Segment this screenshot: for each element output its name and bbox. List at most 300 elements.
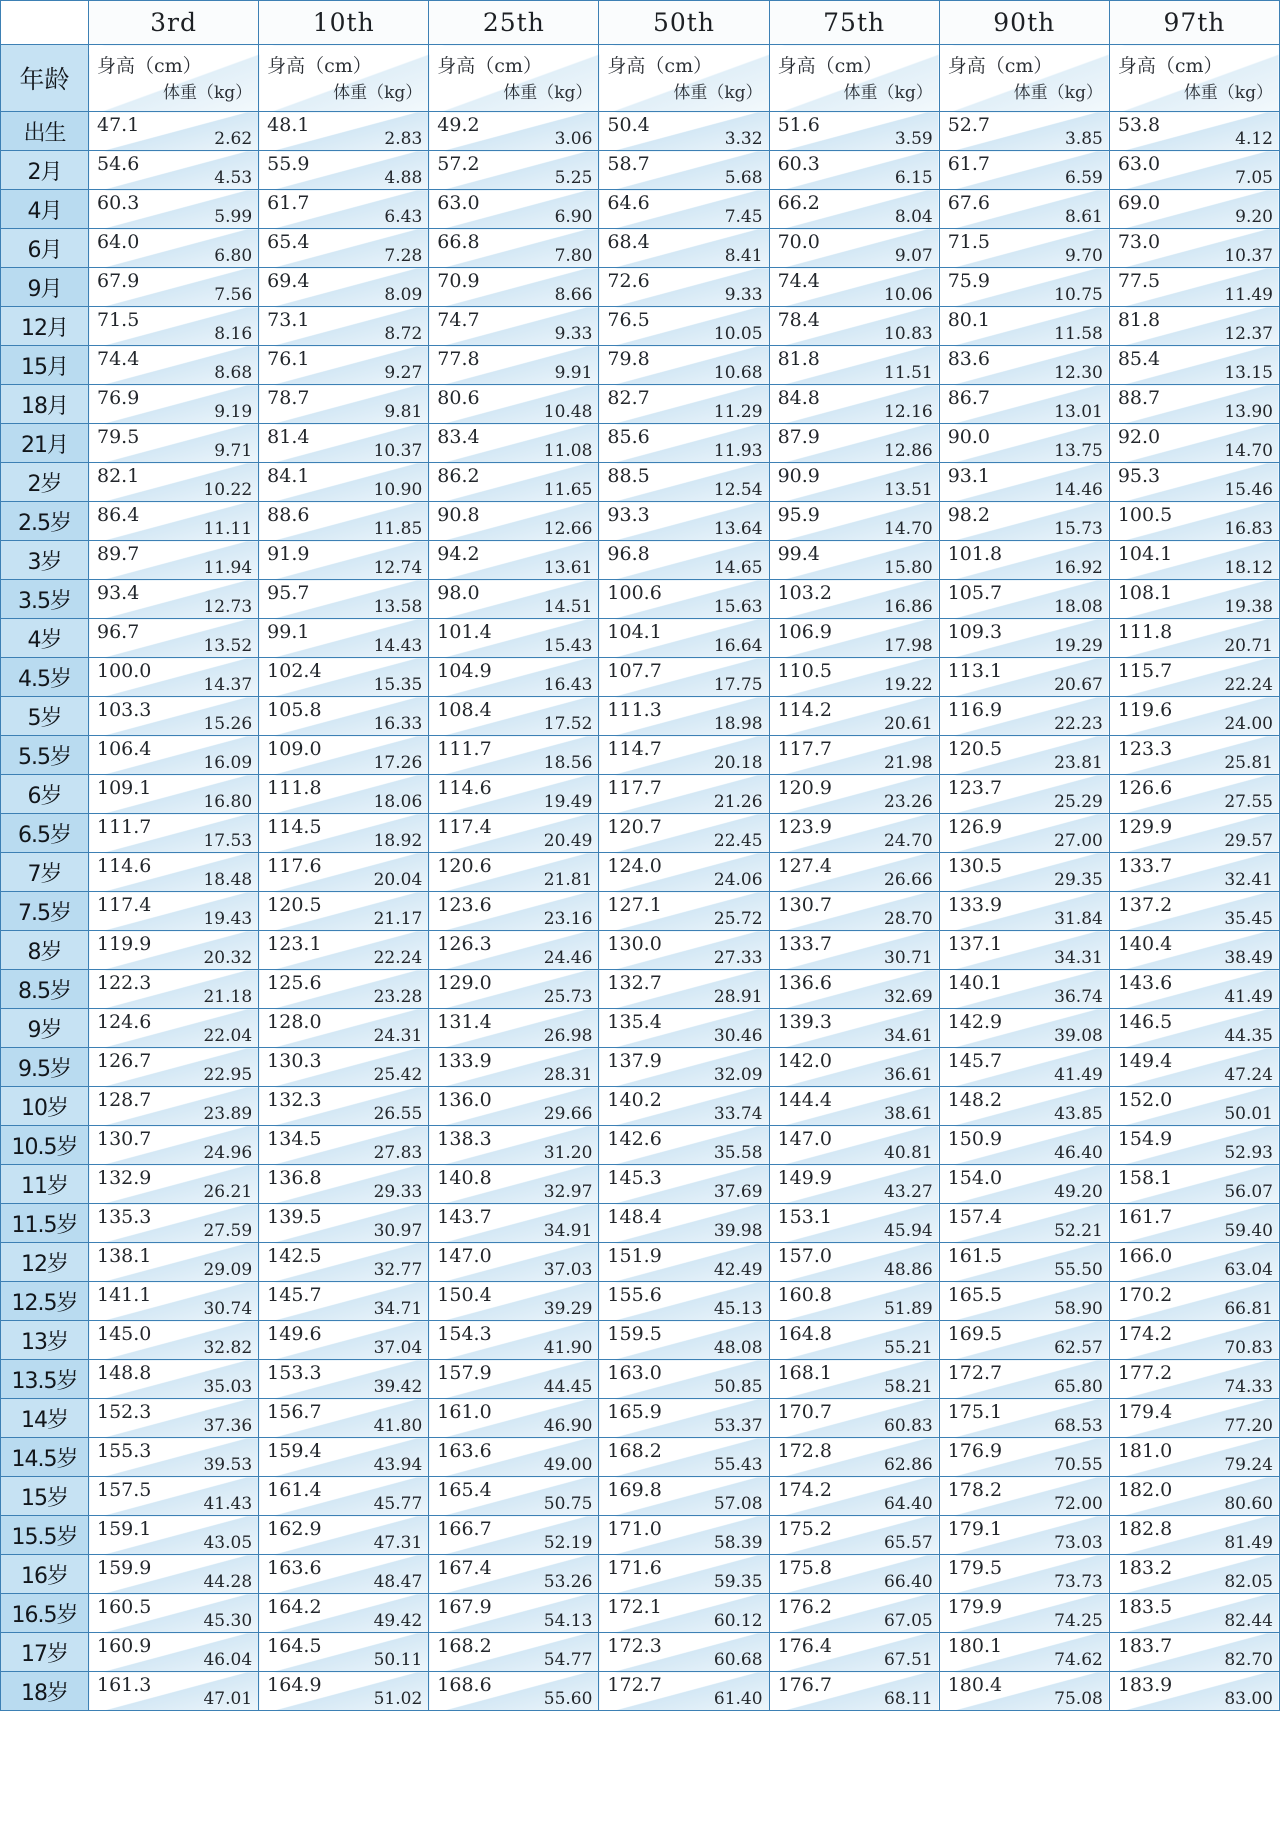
measurement-cell	[599, 346, 769, 385]
height-value: 135.4	[607, 1011, 662, 1033]
table-row	[1, 1399, 1280, 1438]
weight-value: 33.74	[713, 1104, 763, 1124]
weight-value: 7.05	[1235, 168, 1273, 188]
weight-value: 10.37	[373, 441, 423, 461]
height-value: 136.0	[437, 1089, 492, 1111]
weight-value: 13.64	[713, 519, 763, 539]
measurement-cell	[429, 151, 599, 190]
weight-value: 43.27	[884, 1182, 933, 1202]
table-body	[1, 112, 1280, 1711]
height-value: 73.1	[267, 309, 310, 331]
measurement-cell	[769, 1282, 939, 1321]
measurement-cell	[259, 1126, 429, 1165]
weight-value: 32.77	[373, 1260, 423, 1280]
height-value: 127.1	[607, 894, 662, 916]
height-value: 157.5	[97, 1479, 152, 1501]
weight-value: 21.17	[373, 909, 423, 929]
measurement-cell	[89, 580, 259, 619]
height-value: 165.5	[947, 1284, 1003, 1306]
height-value: 114.6	[97, 855, 152, 877]
height-value: 155.3	[97, 1440, 152, 1462]
height-value: 155.6	[607, 1284, 662, 1306]
weight-value: 6.90	[554, 207, 593, 227]
height-value: 163.6	[437, 1440, 492, 1462]
height-value: 89.7	[97, 543, 140, 565]
height-value: 109.1	[97, 777, 152, 799]
measurement-cell	[1109, 424, 1279, 463]
weight-value: 4.12	[1235, 129, 1273, 149]
measurement-cell	[429, 775, 599, 814]
weight-value: 8.66	[554, 285, 593, 305]
weight-value: 8.61	[1064, 207, 1103, 227]
height-value: 168.2	[437, 1635, 492, 1657]
measurement-cell	[769, 1321, 939, 1360]
percentile-header: 75th	[769, 1, 939, 45]
weight-value: 13.01	[1054, 402, 1103, 422]
weight-value: 45.30	[203, 1611, 253, 1631]
height-value: 152.3	[97, 1401, 152, 1423]
measurement-cell	[599, 463, 769, 502]
measurement-cell	[599, 424, 769, 463]
height-value: 171.6	[607, 1557, 662, 1579]
height-value: 55.9	[267, 153, 310, 175]
height-value: 149.6	[267, 1323, 322, 1345]
weight-value: 30.71	[884, 948, 933, 968]
weight-value: 19.43	[203, 909, 253, 929]
measurement-cell	[429, 1204, 599, 1243]
weight-value: 14.37	[203, 675, 253, 695]
weight-value: 51.89	[884, 1299, 933, 1319]
height-value: 76.5	[607, 309, 650, 331]
measurement-cell	[769, 1672, 939, 1711]
table-row	[1, 268, 1280, 307]
height-value: 49.2	[437, 114, 480, 136]
weight-value: 47.01	[203, 1689, 253, 1709]
measurement-cell	[599, 1009, 769, 1048]
height-value: 157.0	[777, 1245, 832, 1267]
measurement-cell	[259, 1516, 429, 1555]
height-value: 81.4	[267, 426, 310, 448]
measurement-cell	[1109, 1555, 1279, 1594]
height-value: 88.5	[607, 465, 650, 487]
measurement-cell	[429, 1360, 599, 1399]
weight-value: 48.47	[373, 1572, 423, 1592]
weight-value: 18.48	[203, 870, 253, 890]
table-row	[1, 619, 1280, 658]
measurement-cell	[939, 1126, 1109, 1165]
height-value: 177.2	[1117, 1362, 1173, 1384]
height-value: 109.3	[947, 621, 1003, 643]
table-row	[1, 229, 1280, 268]
weight-unit-label: 体重（kg）	[1013, 83, 1103, 103]
weight-value: 32.41	[1224, 870, 1273, 890]
height-value: 117.7	[777, 738, 832, 760]
weight-value: 5.25	[554, 168, 593, 188]
height-value: 154.3	[437, 1323, 492, 1345]
percentile-header-row	[1, 1, 1280, 45]
height-value: 52.7	[947, 114, 991, 136]
weight-value: 59.40	[1224, 1221, 1273, 1241]
measurement-cell	[429, 658, 599, 697]
measurement-cell	[429, 892, 599, 931]
measurement-cell	[769, 1165, 939, 1204]
weight-value: 20.61	[884, 714, 933, 734]
height-value: 163.0	[607, 1362, 662, 1384]
height-value: 127.4	[777, 855, 832, 877]
measurement-cell	[429, 424, 599, 463]
measurement-cell	[599, 151, 769, 190]
weight-value: 46.04	[203, 1650, 253, 1670]
measurement-cell	[89, 307, 259, 346]
height-value: 100.0	[97, 660, 152, 682]
age-label: 15.5岁	[1, 1516, 89, 1555]
measurement-cell	[769, 1594, 939, 1633]
measurement-cell	[259, 697, 429, 736]
measurement-cell	[939, 1087, 1109, 1126]
measurement-cell	[259, 619, 429, 658]
height-value: 108.1	[1117, 582, 1173, 604]
height-value: 133.7	[1117, 855, 1173, 877]
height-value: 142.5	[267, 1245, 322, 1267]
measurement-cell	[769, 892, 939, 931]
weight-value: 10.06	[884, 285, 933, 305]
height-value: 166.0	[1117, 1245, 1173, 1267]
weight-value: 13.52	[203, 636, 253, 656]
measurement-cell	[429, 1009, 599, 1048]
weight-value: 13.75	[1054, 441, 1103, 461]
height-value: 69.0	[1117, 192, 1161, 214]
weight-value: 4.88	[384, 168, 423, 188]
measurement-cell	[89, 151, 259, 190]
height-value: 138.1	[97, 1245, 152, 1267]
weight-value: 26.66	[884, 870, 933, 890]
measurement-cell	[769, 1204, 939, 1243]
weight-value: 24.31	[373, 1026, 423, 1046]
height-value: 72.6	[607, 270, 650, 292]
measurement-cell	[599, 1633, 769, 1672]
age-label: 21月	[1, 424, 89, 463]
age-label: 9岁	[1, 1009, 89, 1048]
weight-value: 29.35	[1054, 870, 1103, 890]
measurement-cell	[259, 112, 429, 151]
measurement-cell	[429, 1321, 599, 1360]
height-value: 176.4	[777, 1635, 832, 1657]
measurement-cell	[259, 931, 429, 970]
measurement-cell	[259, 229, 429, 268]
unit-header-cell	[939, 45, 1109, 112]
height-value: 115.7	[1117, 660, 1173, 682]
weight-value: 37.03	[543, 1260, 593, 1280]
weight-value: 16.86	[884, 597, 933, 617]
measurement-cell	[939, 1360, 1109, 1399]
height-value: 183.9	[1117, 1674, 1173, 1696]
height-value: 96.8	[607, 543, 650, 565]
measurement-cell	[259, 1087, 429, 1126]
weight-value: 72.00	[1054, 1494, 1103, 1514]
measurement-cell	[939, 1009, 1109, 1048]
weight-value: 8.16	[214, 324, 253, 344]
weight-value: 7.80	[554, 246, 593, 266]
height-value: 111.3	[607, 699, 662, 721]
weight-value: 25.73	[543, 987, 593, 1007]
height-value: 166.7	[437, 1518, 492, 1540]
measurement-cell	[1109, 1516, 1279, 1555]
height-value: 53.8	[1117, 114, 1161, 136]
weight-value: 4.53	[214, 168, 253, 188]
height-value: 130.0	[607, 933, 662, 955]
age-label: 2岁	[1, 463, 89, 502]
measurement-cell	[939, 892, 1109, 931]
age-label: 16.5岁	[1, 1594, 89, 1633]
measurement-cell	[89, 736, 259, 775]
height-value: 86.4	[97, 504, 140, 526]
table-row	[1, 1165, 1280, 1204]
height-value: 123.3	[1117, 738, 1173, 760]
height-value: 139.5	[267, 1206, 322, 1228]
height-value: 92.0	[1117, 426, 1161, 448]
height-value: 134.5	[267, 1128, 322, 1150]
measurement-cell	[939, 697, 1109, 736]
table-row	[1, 1243, 1280, 1282]
measurement-cell	[939, 346, 1109, 385]
height-value: 174.2	[1117, 1323, 1173, 1345]
weight-value: 34.71	[373, 1299, 423, 1319]
weight-value: 27.33	[713, 948, 763, 968]
height-value: 80.6	[437, 387, 480, 409]
weight-value: 30.74	[203, 1299, 253, 1319]
weight-value: 23.16	[543, 909, 593, 929]
height-value: 78.4	[777, 309, 820, 331]
age-label: 12.5岁	[1, 1282, 89, 1321]
measurement-cell	[599, 541, 769, 580]
weight-value: 74.62	[1054, 1650, 1103, 1670]
weight-value: 32.69	[884, 987, 933, 1007]
weight-value: 8.04	[894, 207, 933, 227]
height-value: 111.7	[437, 738, 492, 760]
age-label: 13.5岁	[1, 1360, 89, 1399]
measurement-cell	[259, 307, 429, 346]
height-value: 175.1	[947, 1401, 1003, 1423]
measurement-cell	[429, 1555, 599, 1594]
weight-value: 10.68	[713, 363, 763, 383]
measurement-cell	[429, 853, 599, 892]
age-label: 16岁	[1, 1555, 89, 1594]
measurement-cell	[89, 892, 259, 931]
measurement-cell	[1109, 1399, 1279, 1438]
weight-value: 55.43	[713, 1455, 763, 1475]
measurement-cell	[259, 658, 429, 697]
measurement-cell	[429, 307, 599, 346]
measurement-cell	[429, 1399, 599, 1438]
measurement-cell	[89, 931, 259, 970]
height-value: 165.4	[437, 1479, 492, 1501]
weight-value: 58.21	[884, 1377, 933, 1397]
measurement-cell	[769, 151, 939, 190]
height-value: 125.6	[267, 972, 322, 994]
weight-value: 3.59	[894, 129, 933, 149]
table-row	[1, 190, 1280, 229]
measurement-cell	[1109, 151, 1279, 190]
measurement-cell	[939, 190, 1109, 229]
unit-header-row	[1, 45, 1280, 112]
table-row	[1, 931, 1280, 970]
height-value: 163.6	[267, 1557, 322, 1579]
weight-value: 14.46	[1054, 480, 1103, 500]
measurement-cell	[89, 463, 259, 502]
weight-value: 53.26	[543, 1572, 593, 1592]
height-value: 159.1	[97, 1518, 152, 1540]
weight-unit-label: 体重（kg）	[843, 83, 933, 103]
height-value: 79.5	[97, 426, 140, 448]
weight-value: 10.90	[373, 480, 423, 500]
measurement-cell	[1109, 541, 1279, 580]
height-value: 113.1	[947, 660, 1003, 682]
height-value: 161.4	[267, 1479, 322, 1501]
measurement-cell	[599, 853, 769, 892]
age-label: 17岁	[1, 1633, 89, 1672]
weight-value: 18.12	[1224, 558, 1273, 578]
weight-value: 12.66	[543, 519, 593, 539]
height-value: 171.0	[607, 1518, 662, 1540]
height-value: 98.2	[947, 504, 991, 526]
measurement-cell	[259, 1282, 429, 1321]
age-label: 18岁	[1, 1672, 89, 1711]
height-value: 150.4	[437, 1284, 492, 1306]
age-label: 9月	[1, 268, 89, 307]
weight-value: 9.07	[894, 246, 933, 266]
height-value: 170.2	[1117, 1284, 1173, 1306]
measurement-cell	[939, 1672, 1109, 1711]
measurement-cell	[599, 268, 769, 307]
measurement-cell	[939, 853, 1109, 892]
weight-value: 13.51	[884, 480, 933, 500]
weight-value: 12.16	[884, 402, 933, 422]
measurement-cell	[89, 1594, 259, 1633]
height-value: 159.5	[607, 1323, 662, 1345]
height-value: 85.6	[607, 426, 650, 448]
height-value: 122.3	[97, 972, 152, 994]
measurement-cell	[1109, 229, 1279, 268]
measurement-cell	[259, 346, 429, 385]
weight-value: 64.40	[884, 1494, 933, 1514]
height-value: 176.2	[777, 1596, 832, 1618]
measurement-cell	[599, 502, 769, 541]
measurement-cell	[259, 502, 429, 541]
weight-value: 35.45	[1224, 909, 1273, 929]
height-value: 183.7	[1117, 1635, 1173, 1657]
height-value: 140.2	[607, 1089, 662, 1111]
height-value: 86.7	[947, 387, 991, 409]
height-value: 126.3	[437, 933, 492, 955]
weight-unit-label: 体重（kg）	[673, 83, 763, 103]
height-value: 142.0	[777, 1050, 832, 1072]
measurement-cell	[259, 1204, 429, 1243]
height-value: 181.0	[1117, 1440, 1173, 1462]
weight-value: 23.26	[884, 792, 933, 812]
measurement-cell	[429, 580, 599, 619]
measurement-cell	[429, 1048, 599, 1087]
measurement-cell	[939, 463, 1109, 502]
height-value: 88.7	[1117, 387, 1161, 409]
measurement-cell	[599, 814, 769, 853]
measurement-cell	[89, 1282, 259, 1321]
height-value: 74.4	[97, 348, 140, 370]
height-value: 172.7	[607, 1674, 662, 1696]
measurement-cell	[89, 190, 259, 229]
weight-value: 29.33	[373, 1182, 423, 1202]
measurement-cell	[1109, 1243, 1279, 1282]
measurement-cell	[89, 268, 259, 307]
height-value: 88.6	[267, 504, 310, 526]
weight-value: 14.43	[373, 636, 423, 656]
height-value: 117.6	[267, 855, 322, 877]
height-value: 161.3	[97, 1674, 152, 1696]
measurement-cell	[769, 736, 939, 775]
height-value: 140.8	[437, 1167, 492, 1189]
height-value: 117.4	[437, 816, 492, 838]
height-value: 80.1	[947, 309, 991, 331]
weight-value: 74.25	[1054, 1611, 1103, 1631]
measurement-cell	[429, 112, 599, 151]
height-value: 70.0	[777, 231, 820, 253]
height-value: 114.7	[607, 738, 662, 760]
height-value: 87.9	[777, 426, 820, 448]
height-value: 93.1	[947, 465, 991, 487]
height-value: 126.6	[1117, 777, 1173, 799]
height-value: 160.5	[97, 1596, 152, 1618]
measurement-cell	[1109, 697, 1279, 736]
weight-value: 19.29	[1054, 636, 1103, 656]
age-label: 4岁	[1, 619, 89, 658]
measurement-cell	[769, 697, 939, 736]
measurement-cell	[599, 1087, 769, 1126]
measurement-cell	[599, 1165, 769, 1204]
measurement-cell	[769, 814, 939, 853]
weight-value: 49.20	[1054, 1182, 1103, 1202]
weight-value: 21.26	[713, 792, 763, 812]
weight-value: 31.84	[1054, 909, 1103, 929]
measurement-cell	[429, 1672, 599, 1711]
weight-value: 22.04	[203, 1026, 253, 1046]
measurement-cell	[1109, 931, 1279, 970]
height-value: 144.4	[777, 1089, 832, 1111]
measurement-cell	[1109, 112, 1279, 151]
height-value: 123.1	[267, 933, 322, 955]
height-value: 91.9	[267, 543, 310, 565]
height-value: 174.2	[777, 1479, 832, 1501]
height-value: 66.2	[777, 192, 820, 214]
weight-value: 65.80	[1054, 1377, 1103, 1397]
height-value: 131.4	[437, 1011, 492, 1033]
percentile-header: 50th	[599, 1, 769, 45]
height-value: 61.7	[947, 153, 991, 175]
height-value: 82.1	[97, 465, 140, 487]
height-value: 180.1	[947, 1635, 1003, 1657]
measurement-cell	[89, 1048, 259, 1087]
age-label: 15岁	[1, 1477, 89, 1516]
height-value: 141.1	[97, 1284, 152, 1306]
height-value: 98.0	[437, 582, 480, 604]
height-value: 140.4	[1117, 933, 1173, 955]
height-value: 154.9	[1117, 1128, 1173, 1150]
measurement-cell	[939, 970, 1109, 1009]
weight-value: 10.05	[713, 324, 763, 344]
table-row	[1, 658, 1280, 697]
percentile-header: 10th	[259, 1, 429, 45]
weight-value: 41.43	[203, 1494, 253, 1514]
age-label: 4.5岁	[1, 658, 89, 697]
measurement-cell	[89, 1633, 259, 1672]
